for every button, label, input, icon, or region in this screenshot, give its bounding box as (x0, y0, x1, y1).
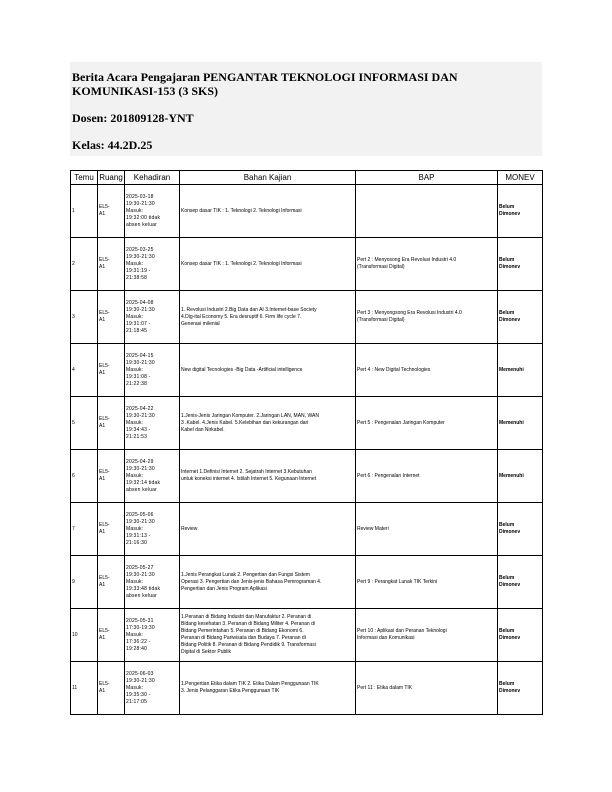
table-row (71, 344, 543, 397)
table-row (71, 450, 543, 503)
cell-kehadiran: 2025-03-25 19:30-21:30 Masuk: 19:31:19 - 21:38:58 (125, 238, 180, 291)
cell-bahan-kajian: 1.Pengertian Etika dalam TIK 2. Etika Dalam Penggunaan TIK 3. Jenis Pelanggaran Etika Penggunaan TIK (180, 662, 356, 715)
cell-monev: Memenuhi (498, 450, 543, 503)
cell-ruang: EL5- A1 (98, 397, 125, 450)
cell-bahan-kajian: Internet 1.Definisi Internet 2. Sejatrah Internet 3.Kebutuhan untuk koneksi internet 4. Istilah Internet 5. Kegunaan Internet (180, 450, 356, 503)
table-row (71, 503, 543, 556)
cell-temu: 7 (71, 503, 98, 556)
table-header-row (71, 171, 543, 185)
table-row (71, 291, 543, 344)
cell-bahan-kajian: Konsep dasar TIK : 1. Teknologi 2. Teknologi Informasi (180, 238, 356, 291)
cell-ruang: EL5- A1 (98, 556, 125, 609)
table-row (71, 556, 543, 609)
table-row (71, 238, 543, 291)
table-row (71, 662, 543, 715)
cell-bahan-kajian: 1.Jenis Perangkat Lunak 2. Pengertian dan Fungsi Sistem Operasi 3. Pengertian dan Jenis-jenis Bahasa Pemrograman 4. Pengertian dan Jenis Program Aplikasi (180, 556, 356, 609)
cell-temu: 1 (71, 185, 98, 238)
cell-ruang: EL5- A1 (98, 344, 125, 397)
cell-bap: Pert 3 : Menyongsong Era Revolusi Industri 4.0 (Transformasi Digital) (356, 291, 498, 344)
cell-monev: Belum Dimonev (498, 662, 543, 715)
document-title-line-1: Berita Acara Pengajaran PENGANTAR TEKNOLOGI INFORMASI DAN (72, 70, 458, 84)
cell-ruang: EL5- A1 (98, 291, 125, 344)
cell-kehadiran: 2025-04-08 19:30-21:30 Masuk: 19:31:07 - 21:18:45 (125, 291, 180, 344)
cell-kehadiran: 2025-05-31 17:30-19:30 Masuk: 17:36:22 - 19:28:40 (125, 609, 180, 662)
cell-monev: Belum Dimonev (498, 291, 543, 344)
cell-temu: 5 (71, 397, 98, 450)
column-header-bap: BAP (356, 171, 498, 185)
cell-bahan-kajian: 1.Jenis-Jenis Jaringan Komputer. 2.Jaringan LAN, MAN, WAN 3 .Kabel. 4.Jenis Kabel. 5.Kelebihan dan kekurangan dari Kabel dan Nirkabel. (180, 397, 356, 450)
cell-monev: Belum Dimonev (498, 238, 543, 291)
table-row (71, 609, 543, 662)
cell-monev: Belum Dimonev (498, 609, 543, 662)
cell-temu: 6 (71, 450, 98, 503)
column-header-bahan-kajian: Bahan Kajian (180, 171, 356, 185)
cell-bahan-kajian: Konsep dasar TIK : 1. Teknologi 2. Teknologi Informasi (180, 185, 356, 238)
cell-bap: Pert 2 : Menyosong Era Revolusi Industri 4.0 (Transformasi Digital) (356, 238, 498, 291)
class-id: Kelas: 44.2D.25 (72, 138, 153, 152)
cell-temu: 9 (71, 556, 98, 609)
cell-bap: Review Materi (356, 503, 498, 556)
cell-bap: Pert 4 : New Digital Technologies (356, 344, 498, 397)
cell-kehadiran: 2025-05-27 19:30-21:30 Masuk: 19:33:48 tidak absen keluar (125, 556, 180, 609)
column-header-monev: MONEV (498, 171, 543, 185)
cell-temu: 2 (71, 238, 98, 291)
cell-kehadiran: 2025-03-18 19:30-21:30 Masuk: 19:32:00 tidak absen keluar (125, 185, 180, 238)
column-header-ruang: Ruang (98, 171, 125, 185)
cell-monev: Belum Dimonev (498, 556, 543, 609)
cell-monev: Belum Dimonev (498, 503, 543, 556)
cell-bahan-kajian: Review (180, 503, 356, 556)
cell-ruang: EL5- A1 (98, 450, 125, 503)
cell-temu: 4 (71, 344, 98, 397)
cell-monev: Memenuhi (498, 344, 543, 397)
cell-ruang: EL5- A1 (98, 609, 125, 662)
cell-bahan-kajian: 1.Peranan di Bidang Industri dan Manufaktur 2. Peranan di Bidang kesehatan 3. Peranan di Bidang Militer 4. Peranan di Bidang Pemerintahan 5. Peranan di Bidang Ekonomi 6. Peranan di Bidang Pariwisata dan Budaya 7. Peranan di Bidang Politik 8. Peranan di Bidang Pendidik 9. Transformasi Digital di Sektor Publik (180, 609, 356, 662)
cell-ruang: EL5- A1 (98, 185, 125, 238)
cell-bap: Pert 10 : Aplikasi dan Peranan Teknologi Informasi dan Komunikasi (356, 609, 498, 662)
document-header (70, 62, 542, 156)
cell-temu: 10 (71, 609, 98, 662)
teaching-record-table (70, 170, 543, 715)
cell-ruang: EL5- A1 (98, 238, 125, 291)
cell-kehadiran: 2025-04-29 19:30-21:30 Masuk: 19:32:14 tidak absen keluar (125, 450, 180, 503)
table-row (71, 397, 543, 450)
table-row (71, 185, 543, 238)
cell-bap (356, 185, 498, 238)
cell-bap: Pert 5 : Pengenalan Jaringan Komputer (356, 397, 498, 450)
cell-kehadiran: 2025-04-15 19:30-21:30 Masuk: 19:31:08 - 21:22:38 (125, 344, 180, 397)
cell-bahan-kajian: New digital Tecnologies -Big Data -Artificial intelligence (180, 344, 356, 397)
cell-bahan-kajian: 1. Revolusi Industri 2.Big Data dan AI 3.Internet-base Society 4.Dig-ital Economy 5. Era desruptif 6. Firm life cycle 7. Generasi milenial (180, 291, 356, 344)
column-header-temu: Temu (71, 171, 98, 185)
document-title-line-2: KOMUNIKASI-153 (3 SKS) (72, 84, 219, 98)
cell-kehadiran: 2025-06-03 19:30-21:30 Masuk: 19:35:30 - 21:17:05 (125, 662, 180, 715)
cell-temu: 3 (71, 291, 98, 344)
cell-bap: Pert 11 : Etika dalam TIK (356, 662, 498, 715)
cell-monev: Memenuhi (498, 397, 543, 450)
cell-kehadiran: 2025-04-22 19:30-21:30 Masuk: 19:34:43 - 21:21:53 (125, 397, 180, 450)
lecturer-id: Dosen: 201809128-YNT (72, 111, 194, 125)
cell-bap: Pert 6 : Pengenalan Internet (356, 450, 498, 503)
cell-temu: 11 (71, 662, 98, 715)
cell-bap: Pert 9 : Perangkat Lunak TIK Terkini (356, 556, 498, 609)
cell-ruang: EL5- A1 (98, 662, 125, 715)
cell-ruang: EL5- A1 (98, 503, 125, 556)
cell-monev: Belum Dimonev (498, 185, 543, 238)
cell-kehadiran: 2025-05-06 19:30-21:30 Masuk: 19:31:13 - 21:16:30 (125, 503, 180, 556)
column-header-kehadiran: Kehadiran (125, 171, 180, 185)
